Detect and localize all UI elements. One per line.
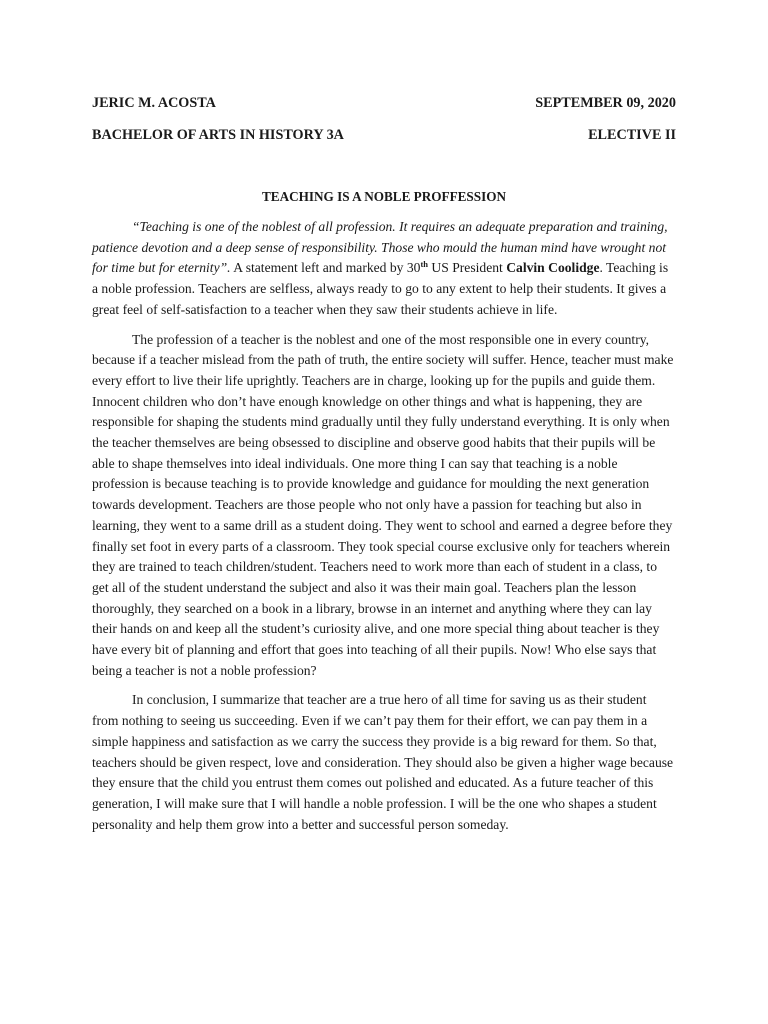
president-prefix: US President	[428, 260, 507, 276]
paragraph-1	[92, 217, 676, 321]
essay-body	[92, 217, 676, 835]
essay-title: TEACHING IS A NOBLE PROFFESSION	[261, 189, 507, 204]
header-row-2	[92, 126, 676, 144]
header-row-1	[92, 94, 676, 112]
paragraph-3: In conclusion, I summarize that teacher are a true hero of all time for saving us as their student from nothing to seeing us succeeding. Even if we can’t pay them for their effort, we can pay them in a simple happiness and satisfaction as we carry the success they provide is a big reward for them. So that, teachers should be given respect, love and consideration. They should also be given a higher wage because they ensure that the child you entrust them comes out polished and educated. As a future teacher of this generation, I will make sure that I will handle a noble profession. I will be the one who shapes a student personality and help them grow into a better and successful person someday.	[92, 692, 674, 832]
course-name: BACHELOR OF ARTS IN HISTORY 3A	[92, 127, 344, 143]
opening-quote: “Teaching is one of the noblest of all profession. It requires an adequate preparation and training, patience devotion and a deep sense of responsibility. Those who mould the human mind have wrought not for time but for eternity”.	[92, 219, 668, 276]
paragraph-1-rest: . Teaching is a noble profession. Teachers are selfless, always ready to go to any extent to help their students. It gives a great feel of self-satisfaction to a teacher when they saw their students achieve in life.	[92, 260, 669, 317]
quote-attribution: A statement left and marked by 30	[230, 260, 421, 276]
author-name: JERIC M. ACOSTA	[92, 95, 216, 111]
document-date: SEPTEMBER 09, 2020	[535, 95, 676, 111]
paragraph-2: The profession of a teacher is the noblest and one of the most responsible one in every country, because if a teacher mislead from the path of truth, the entire society will suffer. Hence, teacher must make every effort to live their life uprightly. Teachers are in charge, looking up for the pupils and guide them. Innocent children who don’t have enough knowledge on other things and what is happening, they are responsible for shaping the students mind gradually until they fully understand everything. It is only when the teacher themselves are being obsessed to discipline and observe good habits that their pupils will be able to shape themselves into ideal individuals. One more thing I can say that teaching is a noble profession is because teaching is to provide knowledge and guidance for moulding the next generation towards development. Teachers are those people who not only have a passion for teaching but also in learning, they went to a same drill as a student doing. They went to school and earned a degree before they finally set foot in every parts of a classroom. They took special course exclusive only for teachers wherein they are trained to teach children/student. Teachers need to work more than each of student in a class, to get all of the student understand the subject and also it was their main goal. Teachers plan the lesson thoroughly, they searched on a book in a library, browse in an internet and anything where they can lay their hands on and keep all the student’s curiosity alive, and one more special thing about teacher is they have every bit of planning and effort that goes into teaching of all their pupils. Now! Who else says that being a teacher is not a noble profession?	[92, 331, 674, 678]
ordinal-suffix: th	[420, 259, 429, 270]
president-name: Calvin Coolidge	[506, 260, 600, 276]
subject-name: ELECTIVE II	[588, 127, 676, 143]
